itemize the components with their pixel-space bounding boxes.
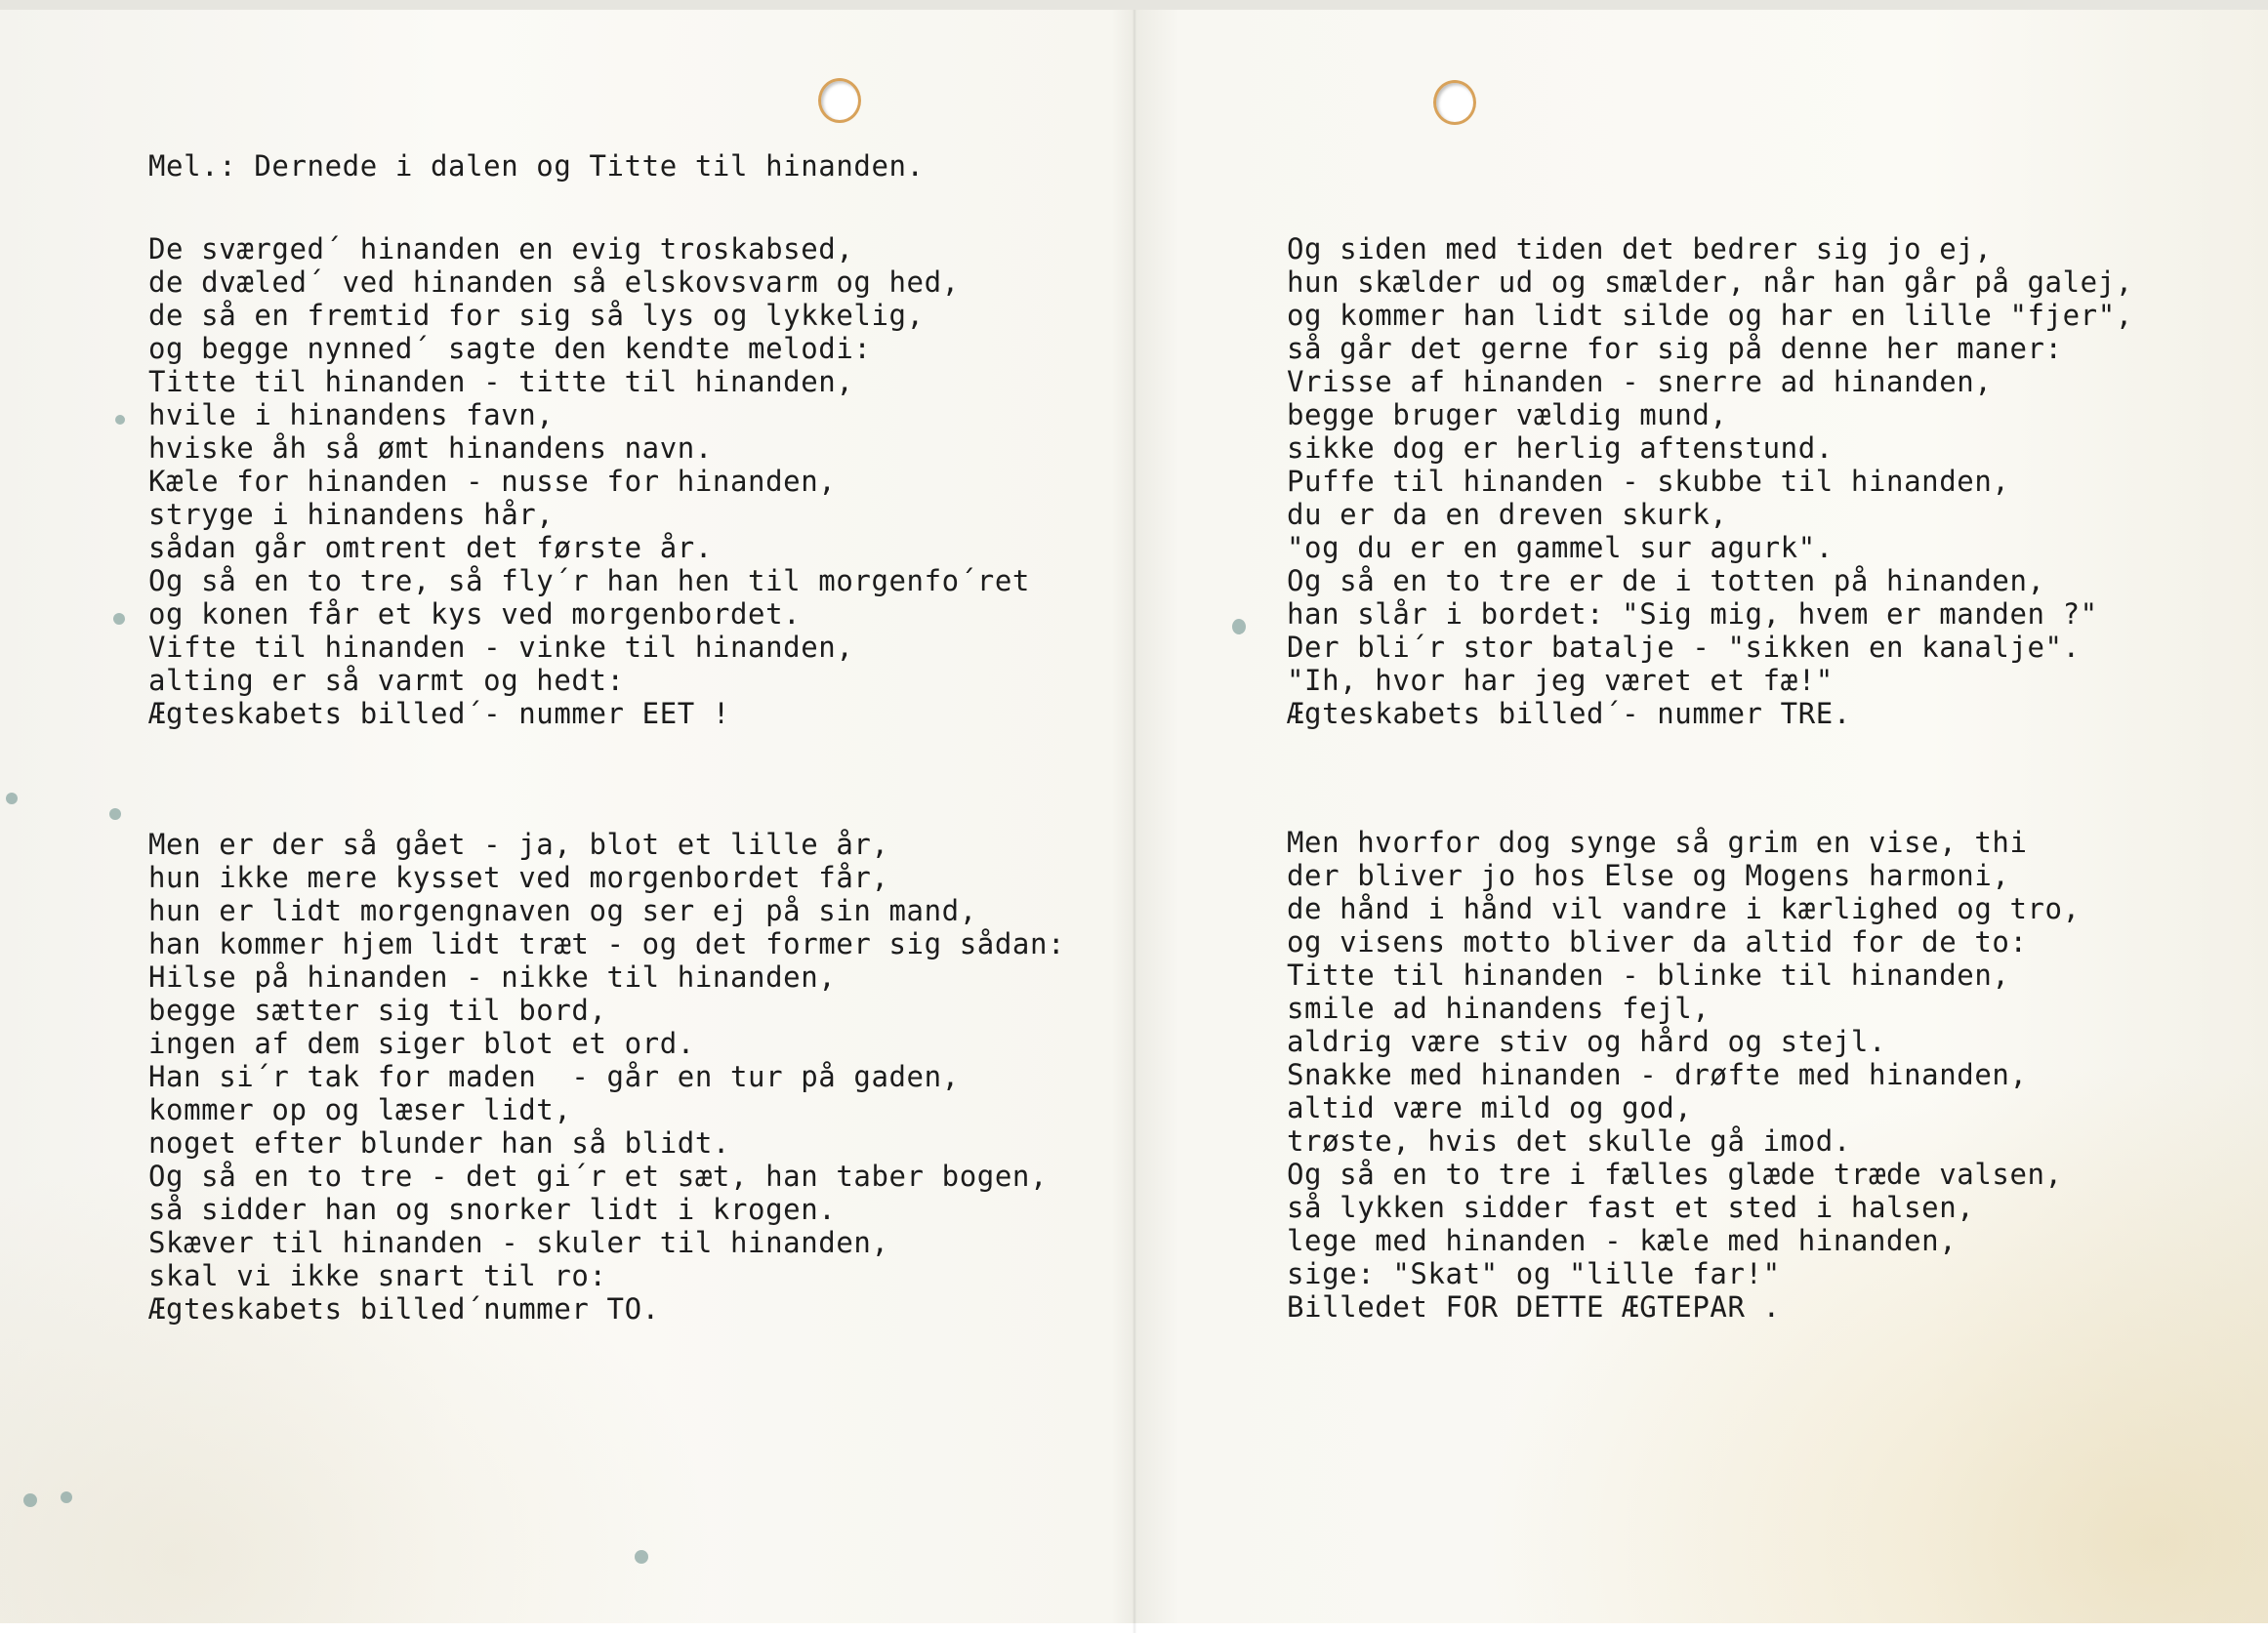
verse-line: kommer op og læser lidt, bbox=[148, 1093, 572, 1126]
verse-line: lege med hinanden - kæle med hinanden, bbox=[1287, 1224, 1958, 1257]
ink-spot bbox=[1232, 619, 1246, 634]
verse-line: Titte til hinanden - blinke til hinanden, bbox=[1287, 959, 2010, 992]
verse-line: og kommer han lidt silde og har en lille "fjer", bbox=[1287, 299, 2133, 332]
verse-line: Og siden med tiden det bedrer sig jo ej, bbox=[1287, 232, 1993, 265]
verse-line: Men hvorfor dog synge så grim en vise, thi bbox=[1287, 826, 2028, 859]
verse-line: Titte til hinanden - titte til hinanden, bbox=[148, 365, 854, 398]
verse-line: sådan går omtrent det første år. bbox=[148, 531, 713, 564]
verse-line: Ægteskabets billed´- nummer EET ! bbox=[148, 697, 730, 730]
verse-line: Billedet FOR DETTE ÆGTEPAR . bbox=[1287, 1290, 1781, 1324]
verse-line: Og så en to tre er de i totten på hinanden, bbox=[1287, 564, 2045, 597]
verse-line: Skæver til hinanden - skuler til hinanden, bbox=[148, 1226, 889, 1259]
center-fold bbox=[1133, 10, 1136, 1633]
verse-line: hviske åh så ømt hinandens navn. bbox=[148, 431, 713, 465]
verse-line: du er da en dreven skurk, bbox=[1287, 498, 1728, 531]
verse-line: "og du er en gammel sur agurk". bbox=[1287, 531, 1834, 564]
verse-line: og begge nynned´ sagte den kendte melodi: bbox=[148, 332, 872, 365]
verse-line: De sværged´ hinanden en evig troskabsed, bbox=[148, 232, 854, 265]
verse-line: Snakke med hinanden - drøfte med hinanden, bbox=[1287, 1058, 2028, 1091]
verse-line: Der bli´r stor batalje - "sikken en kanalje". bbox=[1287, 631, 2081, 664]
verse-line: trøste, hvis det skulle gå imod. bbox=[1287, 1124, 1851, 1158]
stanza-two bbox=[148, 828, 1065, 1326]
melody-line: Mel.: Dernede i dalen og Titte til hinanden. bbox=[148, 149, 925, 183]
verse-line: så lykken sidder fast et sted i halsen, bbox=[1287, 1191, 1975, 1224]
verse-line: ingen af dem siger blot et ord. bbox=[148, 1027, 695, 1060]
ink-spot bbox=[23, 1493, 37, 1507]
verse-line: Puffe til hinanden - skubbe til hinanden, bbox=[1287, 465, 2010, 498]
verse-line: Ægteskabets billed´- nummer TRE. bbox=[1287, 697, 1851, 730]
verse-line: alting er så varmt og hedt: bbox=[148, 664, 625, 697]
verse-line: og konen får et kys ved morgenbordet. bbox=[148, 597, 802, 631]
stanza-three bbox=[1287, 232, 2133, 730]
ink-spot bbox=[113, 613, 125, 625]
verse-line: de hånd i hånd vil vandre i kærlighed og tro, bbox=[1287, 892, 2081, 925]
verse-line: Kæle for hinanden - nusse for hinanden, bbox=[148, 465, 837, 498]
stanza-four bbox=[1287, 826, 2081, 1324]
verse-line: hun ikke mere kysset ved morgenbordet får, bbox=[148, 861, 889, 894]
ink-spot bbox=[6, 793, 18, 804]
punch-hole-right bbox=[1433, 80, 1476, 125]
verse-line: Hilse på hinanden - nikke til hinanden, bbox=[148, 960, 837, 994]
verse-line: Vifte til hinanden - vinke til hinanden, bbox=[148, 631, 854, 664]
verse-line: han kommer hjem lidt træt - og det former sig sådan: bbox=[148, 927, 1066, 960]
ink-spot bbox=[635, 1550, 648, 1564]
verse-line: Ægteskabets billed´nummer TO. bbox=[148, 1292, 660, 1326]
stanza-one bbox=[148, 232, 1030, 730]
verse-line: Vrisse af hinanden - snerre ad hinanden, bbox=[1287, 365, 1993, 398]
ink-spot bbox=[61, 1491, 72, 1503]
verse-line: hvile i hinandens favn, bbox=[148, 398, 555, 431]
verse-line: og visens motto bliver da altid for de to: bbox=[1287, 925, 2028, 959]
verse-line: skal vi ikke snart til ro: bbox=[148, 1259, 607, 1292]
verse-line: begge bruger vældig mund, bbox=[1287, 398, 1728, 431]
verse-line: sige: "Skat" og "lille far!" bbox=[1287, 1257, 1781, 1290]
verse-line: aldrig være stiv og hård og stejl. bbox=[1287, 1025, 1887, 1058]
verse-line: Og så en to tre, så fly´r han hen til morgenfo´ret bbox=[148, 564, 1030, 597]
verse-line: de så en fremtid for sig så lys og lykkelig, bbox=[148, 299, 925, 332]
verse-line: han slår i bordet: "Sig mig, hvem er manden ?" bbox=[1287, 597, 2098, 631]
ink-spot bbox=[109, 808, 121, 820]
verse-line: Og så en to tre - det gi´r et sæt, han taber bogen, bbox=[148, 1160, 1049, 1193]
verse-line: hun skælder ud og smælder, når han går på galej, bbox=[1287, 265, 2133, 299]
verse-line: altid være mild og god, bbox=[1287, 1091, 1693, 1124]
ink-spot bbox=[115, 415, 125, 425]
verse-line: Og så en to tre i fælles glæde træde valsen, bbox=[1287, 1158, 2063, 1191]
verse-line: Han si´r tak for maden - går en tur på gaden, bbox=[148, 1060, 960, 1093]
verse-line: så sidder han og snorker lidt i krogen. bbox=[148, 1193, 837, 1226]
verse-line: så går det gerne for sig på denne her maner: bbox=[1287, 332, 2063, 365]
verse-line: hun er lidt morgengnaven og ser ej på sin mand, bbox=[148, 894, 977, 927]
verse-line: noget efter blunder han så blidt. bbox=[148, 1126, 730, 1160]
verse-line: de dvæled´ ved hinanden så elskovsvarm og hed, bbox=[148, 265, 960, 299]
verse-line: sikke dog er herlig aftenstund. bbox=[1287, 431, 1834, 465]
verse-line: smile ad hinandens fejl, bbox=[1287, 992, 1711, 1025]
verse-line: "Ih, hvor har jeg været et fæ!" bbox=[1287, 664, 1834, 697]
punch-hole-left bbox=[818, 78, 861, 123]
verse-line: stryge i hinandens hår, bbox=[148, 498, 555, 531]
verse-line: Men er der så gået - ja, blot et lille år, bbox=[148, 828, 889, 861]
verse-line: der bliver jo hos Else og Mogens harmoni, bbox=[1287, 859, 2010, 892]
verse-line: begge sætter sig til bord, bbox=[148, 994, 607, 1027]
